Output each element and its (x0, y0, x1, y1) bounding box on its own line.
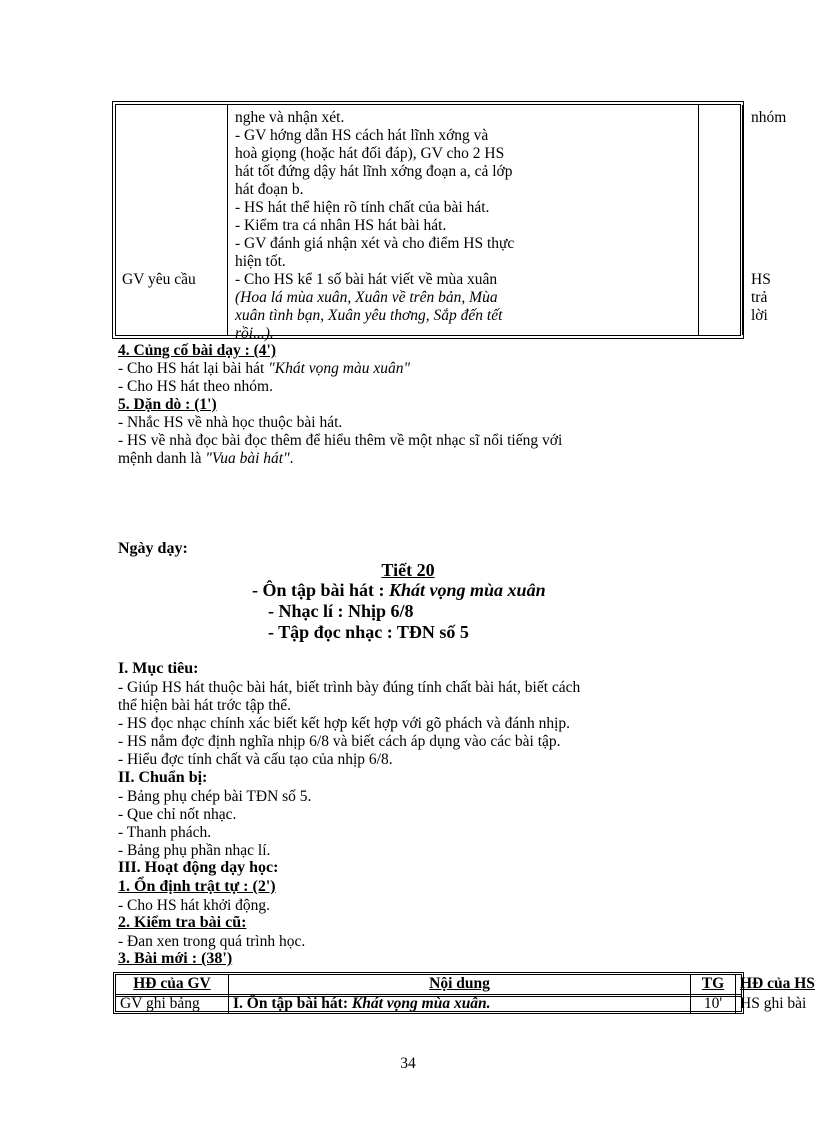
time-cell: 10' (691, 995, 736, 1013)
objectives-line: - HS nắm đợc định nghĩa nhịp 6/8 và biết cách áp dụng vào các bài tập. (118, 733, 561, 750)
teacher-activity-cell: GV ghi bảng (116, 995, 229, 1013)
objectives-line: - Hiểu đợc tính chất và cấu tạo của nhịp 6/8. (118, 751, 393, 768)
content-line: hiện tốt. (235, 253, 286, 270)
student-activity-answer: HS trả lời (751, 271, 771, 324)
stabilize-line: - Cho HS hát khởi động. (118, 897, 271, 914)
period-title-text: Tiết 20 (381, 560, 435, 580)
song-list-line: (Hoa lá mùa xuân, Xuân về trên bản, Mùa (235, 289, 498, 306)
teacher-activity-column (116, 105, 228, 335)
student-activity-top: nhóm (751, 109, 787, 126)
content-line: hát tốt đứng dậy hát lĩnh xớng đoạn a, cả lớp (235, 163, 513, 180)
consolidation-line-1 (118, 360, 410, 378)
content-cell-text: I. Ôn tập bài hát: (233, 995, 352, 1012)
content-column (228, 105, 699, 342)
content-line: hát đoạn b. (235, 181, 304, 198)
activity-table-continued (112, 101, 787, 342)
lesson-item-2: - Nhạc lí : Nhịp 6/8 (268, 601, 414, 621)
consolidation-line-1-text: - Cho HS hát lại bài hát (118, 360, 269, 377)
activities-heading: III. Hoạt động dạy học: (118, 859, 279, 876)
homework-line-3-text: mệnh danh là (118, 450, 206, 467)
stabilize-heading-text: 1. Ổn định trật tự : (2') (118, 878, 276, 895)
homework-line-3 (118, 450, 293, 468)
stabilize-heading (118, 878, 276, 896)
time-column (699, 105, 743, 335)
song-list-line: rồi...). (235, 325, 274, 342)
content-line: hoà giọng (hoặc hát đối đáp), GV cho 2 HS (235, 145, 505, 162)
table-header-row (116, 975, 815, 997)
preparation-line: - Que chỉ nốt nhạc. (118, 806, 237, 823)
song-list-line: xuân tình bạn, Xuân yêu thơng, Sắp đến tết (235, 307, 503, 324)
content-line: - Kiểm tra cá nhân HS hát bài hát. (235, 217, 447, 234)
content-line: - Cho HS kể 1 số bài hát viết về mùa xuân (235, 271, 498, 288)
new-lesson-heading (118, 950, 232, 968)
content-line: - GV hớng dẫn HS cách hát lĩnh xớng và (235, 127, 489, 144)
lesson-item-1 (252, 580, 546, 601)
new-lesson-heading-text: 3. Bài mới : (38') (118, 950, 233, 967)
content-line: nghe và nhận xét. (235, 109, 345, 126)
period-title (0, 560, 816, 581)
objectives-line: - Giúp HS hát thuộc bài hát, biết trình bày đúng tính chất bài hát, biết cách (118, 679, 581, 696)
student-activity-cell: HS ghi bài (740, 995, 807, 1012)
consolidation-heading-text: 4. Củng cố bài dạy : (4') (118, 342, 277, 359)
teacher-activity-text: GV yêu cầu (122, 271, 196, 288)
objectives-line: - HS đọc nhạc chính xác biết kết hợp kết hợp với gõ phách và đánh nhịp. (118, 715, 571, 732)
preparation-line: - Thanh phách. (118, 824, 212, 841)
content-song-title: Khát vọng mùa xuân. (351, 995, 491, 1012)
lesson-item-1-text: - Ôn tập bài hát : (252, 580, 390, 600)
nickname: "Vua bài hát" (205, 450, 290, 467)
song-title: "Khát vọng màu xuân" (268, 360, 410, 377)
preparation-line: - Bảng phụ chép bài TĐN số 5. (118, 788, 312, 805)
content-cell (229, 995, 691, 1013)
homework-line-2: - HS về nhà đọc bài đọc thêm để hiểu thêm về một nhạc sĩ nổi tiếng với (118, 432, 563, 449)
header-content: Nội dung (229, 975, 691, 994)
homework-line-3-end: . (289, 450, 294, 467)
teaching-date-label: Ngày dạy: (118, 540, 188, 557)
objectives-line: thể hiện bài hát trớc tập thể. (118, 697, 292, 714)
homework-heading-text: 5. Dặn dò : (1') (118, 396, 217, 413)
consolidation-heading (118, 342, 276, 360)
preparation-line: - Bảng phụ phần nhạc lí. (118, 842, 271, 859)
preparation-heading: II. Chuẩn bị: (118, 769, 208, 786)
content-line: - HS hát thể hiện rõ tính chất của bài hát. (235, 199, 490, 216)
page-number: 34 (400, 1055, 416, 1072)
header-time: TG (691, 975, 736, 994)
table-row (116, 995, 807, 1013)
content-line: - GV đánh giá nhận xét và cho điểm HS thực (235, 235, 515, 252)
lesson-activity-table (113, 972, 815, 1014)
consolidation-line-2: - Cho HS hát theo nhóm. (118, 378, 273, 395)
objectives-heading: I. Mục tiêu: (118, 660, 199, 677)
review-line: - Đan xen trong quá trình học. (118, 933, 306, 950)
content-text (235, 109, 691, 343)
header-teacher-activity: HĐ của GV (116, 975, 229, 994)
header-student-activity: HĐ của HS (740, 975, 815, 992)
homework-heading (118, 396, 217, 414)
lesson-item-3: - Tập đọc nhạc : TĐN số 5 (268, 622, 469, 642)
homework-line-1: - Nhắc HS về nhà học thuộc bài hát. (118, 414, 343, 431)
review-heading (118, 914, 246, 932)
review-heading-text: 2. Kiểm tra bài cũ: (118, 914, 247, 931)
lesson-song-title: Khát vọng mùa xuân (389, 580, 546, 600)
